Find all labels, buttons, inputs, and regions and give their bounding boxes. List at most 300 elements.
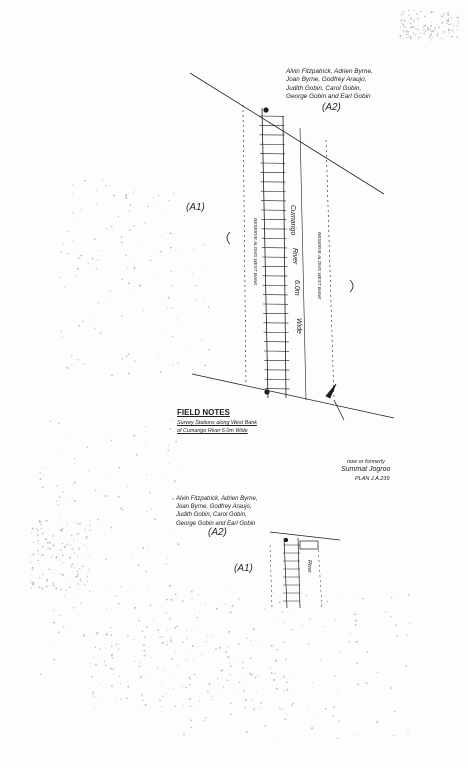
noise-dot (143, 644, 145, 646)
noise-dot (121, 315, 123, 317)
noise-dot (133, 292, 134, 293)
noise-dot (201, 340, 202, 341)
noise-dot (436, 35, 438, 37)
noise-dot (199, 701, 200, 702)
noise-dot (165, 612, 166, 613)
noise-dot (134, 703, 135, 704)
noise-dot (355, 620, 357, 622)
noise-dot (215, 648, 217, 650)
noise-dot (104, 661, 106, 663)
noise-dot (320, 660, 321, 661)
noise-dot (171, 271, 172, 272)
noise-dot (385, 611, 386, 612)
noise-dot (150, 677, 151, 678)
noise-dot (30, 555, 31, 556)
noise-dot (138, 564, 140, 566)
noise-dot (431, 31, 432, 32)
noise-dot (170, 638, 171, 639)
noise-dot (448, 20, 449, 21)
noise-dot (286, 667, 287, 668)
river-name-label: Cumarigo (289, 205, 296, 236)
noise-dot (227, 656, 229, 658)
noise-dot (448, 28, 449, 29)
noise-dot (393, 735, 394, 736)
noise-dot (293, 611, 294, 612)
noise-dot (208, 306, 210, 308)
noise-dot (110, 627, 111, 628)
noise-dot (444, 18, 445, 19)
noise-dot (144, 655, 146, 657)
noise-dot (111, 654, 113, 656)
inset-parcel-label-a2: (A2) (208, 527, 227, 538)
noise-dot (150, 605, 152, 607)
noise-dot (208, 311, 209, 312)
noise-dot (367, 651, 369, 653)
noise-dot (130, 204, 132, 206)
noise-dot (76, 581, 77, 582)
noise-dot (411, 26, 413, 28)
noise-dot (192, 274, 193, 275)
noise-dot (175, 250, 176, 251)
noise-dot (172, 364, 173, 365)
noise-dot (40, 478, 42, 480)
noise-dot (260, 702, 262, 704)
noise-dot (40, 674, 41, 675)
noise-dot (157, 207, 158, 208)
noise-dot (61, 588, 62, 589)
noise-dot (207, 635, 208, 636)
noise-dot (252, 699, 253, 700)
noise-dot (237, 660, 238, 661)
noise-dot (190, 705, 191, 706)
noise-dot (406, 30, 408, 32)
noise-dot (201, 655, 202, 656)
noise-dot (448, 24, 449, 25)
noise-dot (130, 664, 131, 665)
noise-dot (174, 627, 176, 629)
noise-dot (413, 26, 415, 28)
noise-dot (171, 285, 172, 286)
noise-dot (145, 426, 146, 427)
noise-dot (376, 722, 378, 724)
noise-dot (410, 38, 412, 40)
noise-dot (457, 29, 458, 30)
noise-dot (60, 304, 61, 305)
noise-dot (104, 479, 105, 480)
noise-dot (33, 541, 34, 542)
noise-dot (301, 592, 302, 593)
noise-dot (253, 628, 255, 630)
noise-dot (274, 673, 275, 674)
noise-dot (75, 576, 77, 578)
noise-dot (208, 349, 210, 351)
noise-dot (135, 656, 136, 657)
noise-dot (49, 548, 51, 550)
noise-dot (80, 213, 81, 214)
noise-dot (396, 635, 398, 637)
noise-dot (440, 38, 441, 39)
noise-dot (272, 738, 273, 739)
noise-dot (143, 650, 145, 652)
noise-dot (77, 557, 78, 558)
noise-dot (74, 463, 75, 464)
noise-dot (129, 211, 130, 212)
noise-dot (84, 180, 86, 182)
noise-dot (161, 706, 162, 707)
noise-dot (307, 705, 308, 706)
noise-dot (105, 495, 107, 497)
noise-dot (62, 554, 64, 556)
field-notes-line: of Cumarigo River 6.0m Wide (177, 428, 248, 434)
noise-dot (337, 737, 338, 738)
noise-dot (72, 184, 73, 185)
noise-dot (174, 480, 176, 482)
noise-dot (184, 213, 185, 214)
noise-dot (194, 674, 196, 676)
noise-dot (42, 554, 44, 556)
noise-dot (80, 255, 82, 257)
noise-dot (64, 438, 65, 439)
noise-dot (443, 31, 445, 33)
noise-dot (79, 568, 80, 569)
noise-dot (168, 244, 169, 245)
noise-dot (86, 536, 87, 537)
noise-dot (161, 213, 162, 214)
noise-dot (53, 544, 55, 546)
noise-dot (77, 562, 78, 563)
noise-dot (33, 581, 35, 583)
noise-dot (121, 242, 123, 244)
noise-dot (408, 37, 409, 38)
noise-dot (40, 520, 41, 521)
noise-dot (441, 37, 442, 38)
noise-dot (62, 543, 63, 544)
noise-dot (400, 38, 401, 39)
noise-dot (273, 620, 274, 621)
noise-dot (95, 314, 96, 315)
noise-dot (66, 543, 68, 545)
noise-dot (76, 599, 77, 600)
noise-dot (78, 533, 79, 534)
noise-dot (71, 498, 72, 499)
noise-dot (116, 644, 118, 646)
noise-dot (81, 526, 82, 527)
noise-dot (111, 685, 113, 687)
noise-dot (60, 513, 61, 514)
noise-dot (273, 679, 275, 681)
noise-dot (141, 675, 142, 676)
noise-dot (128, 282, 130, 284)
owner-line: Judith Gobin, Carol Gobin, (286, 84, 362, 92)
noise-dot (80, 578, 81, 579)
noise-dot (245, 703, 246, 704)
noise-dot (182, 600, 184, 602)
noise-dot (357, 684, 359, 686)
field-notes-line: Survey Stations along West Bank (177, 420, 257, 426)
noise-dot (87, 577, 88, 578)
noise-dot (133, 435, 135, 437)
noise-dot (177, 488, 178, 489)
noise-dot (282, 611, 284, 613)
noise-dot (59, 559, 60, 560)
noise-dot (175, 705, 176, 706)
noise-dot (125, 197, 127, 199)
noise-dot (63, 528, 64, 529)
noise-dot (96, 190, 97, 191)
noise-dot (177, 362, 178, 363)
noise-dot (77, 583, 79, 585)
noise-dot (38, 563, 39, 564)
noise-dot (133, 225, 134, 226)
river-word-label: River (291, 248, 298, 265)
noise-dot (42, 546, 44, 548)
noise-dot (204, 364, 206, 366)
noise-dot (143, 310, 144, 311)
noise-dot (356, 641, 358, 643)
noise-dot (145, 571, 147, 573)
corner-peg (265, 390, 269, 394)
noise-dot (108, 492, 109, 493)
noise-dot (283, 642, 284, 643)
noise-dot (205, 717, 207, 719)
noise-dot (58, 504, 59, 505)
noise-dot (84, 545, 85, 546)
noise-dot (83, 363, 84, 364)
noise-dot (413, 32, 414, 33)
noise-dot (404, 14, 405, 15)
noise-dot (162, 476, 163, 477)
noise-dot (245, 699, 247, 701)
noise-dot (166, 693, 167, 694)
noise-dot (205, 602, 206, 603)
noise-dot (60, 565, 61, 566)
noise-dot (119, 644, 120, 645)
noise-dot (322, 603, 323, 604)
noise-dot (255, 677, 257, 679)
noise-dot (60, 589, 61, 590)
noise-dot (191, 591, 193, 593)
noise-dot (239, 682, 240, 683)
owner-line: Judith Gobin, Carol Gobin, (176, 512, 247, 519)
noise-dot (56, 485, 57, 486)
noise-dot (206, 641, 207, 642)
noise-dot (37, 535, 38, 536)
noise-dot (129, 353, 130, 354)
noise-dot (429, 37, 430, 38)
noise-dot (149, 646, 150, 647)
noise-dot (164, 670, 165, 671)
noise-dot (66, 589, 67, 590)
noise-dot (170, 640, 172, 642)
noise-dot (37, 550, 39, 552)
inset-river-label: River (306, 560, 312, 573)
noise-dot (272, 592, 273, 593)
noise-dot (431, 33, 433, 35)
noise-dot (80, 602, 81, 603)
noise-dot (111, 677, 112, 678)
noise-dot (147, 585, 148, 586)
noise-dot (111, 440, 112, 441)
noise-dot (410, 23, 412, 25)
noise-dot (190, 719, 192, 721)
noise-dot (87, 446, 89, 448)
noise-dot (171, 599, 173, 601)
noise-dot (418, 36, 419, 37)
noise-dot (60, 529, 62, 531)
noise-dot (419, 37, 420, 38)
noise-dot (56, 556, 58, 558)
noise-dot (41, 588, 43, 590)
noise-dot (38, 553, 39, 554)
scan-noise (30, 10, 459, 739)
noise-dot (320, 606, 321, 607)
noise-dot (217, 678, 219, 680)
noise-dot (302, 625, 303, 626)
noise-dot (118, 496, 120, 498)
now-or-formerly: now or formerly (347, 459, 385, 465)
noise-dot (39, 577, 40, 578)
noise-dot (159, 353, 160, 354)
noise-dot (311, 727, 313, 729)
noise-dot (71, 535, 72, 536)
noise-dot (197, 594, 198, 595)
noise-dot (71, 365, 72, 366)
noise-dot (292, 703, 294, 705)
noise-dot (111, 642, 112, 643)
noise-dot (61, 331, 62, 332)
noise-dot (418, 25, 419, 26)
noise-dot (118, 216, 120, 218)
noise-dot (230, 703, 232, 705)
noise-dot (101, 250, 102, 251)
noise-dot (32, 570, 33, 571)
noise-dot (167, 630, 168, 631)
noise-dot (238, 598, 240, 600)
noise-dot (166, 563, 167, 564)
noise-dot (418, 29, 419, 30)
noise-dot (33, 584, 35, 586)
noise-dot (99, 683, 100, 684)
noise-dot (458, 21, 459, 22)
noise-dot (43, 475, 44, 476)
noise-dot (312, 682, 313, 683)
noise-dot (408, 31, 409, 32)
inset-legend-box (300, 541, 318, 549)
noise-dot (144, 636, 146, 638)
noise-dot (168, 297, 170, 299)
noise-dot (211, 699, 212, 700)
noise-dot (91, 676, 93, 678)
noise-dot (125, 194, 127, 196)
noise-dot (30, 581, 31, 582)
noise-dot (77, 573, 79, 575)
noise-dot (73, 250, 74, 251)
noise-dot (94, 696, 95, 697)
noise-dot (81, 209, 82, 210)
noise-dot (407, 32, 408, 33)
noise-dot (92, 693, 94, 695)
noise-dot (175, 441, 177, 443)
noise-dot (74, 458, 75, 459)
noise-dot (72, 564, 73, 565)
noise-dot (142, 547, 144, 549)
noise-dot (216, 608, 218, 610)
adjoining-owner-name: Summat Jogroo (341, 466, 391, 473)
noise-dot (186, 630, 187, 631)
noise-dot (67, 523, 68, 524)
noise-dot (163, 696, 164, 697)
noise-dot (409, 11, 410, 12)
noise-dot (256, 644, 257, 645)
noise-dot (112, 668, 114, 670)
noise-dot (145, 362, 146, 363)
noise-dot (57, 450, 58, 451)
noise-dot (406, 34, 407, 35)
noise-dot (36, 528, 37, 529)
noise-dot (256, 730, 257, 731)
noise-dot (88, 571, 89, 572)
noise-dot (418, 38, 419, 39)
noise-dot (129, 229, 131, 231)
noise-dot (72, 548, 73, 549)
noise-dot (458, 12, 459, 13)
noise-dot (111, 226, 113, 228)
noise-dot (147, 206, 149, 208)
noise-dot (253, 708, 255, 710)
noise-dot (84, 529, 85, 530)
noise-dot (147, 548, 148, 549)
noise-dot (128, 354, 129, 355)
bracket-left (227, 232, 230, 244)
noise-dot (223, 605, 224, 606)
noise-dot (95, 647, 97, 649)
noise-dot (83, 634, 85, 636)
noise-dot (160, 371, 162, 373)
noise-dot (54, 647, 55, 648)
noise-dot (437, 32, 439, 34)
noise-dot (246, 731, 248, 733)
noise-dot (423, 27, 424, 28)
noise-dot (230, 713, 232, 715)
noise-dot (145, 704, 147, 706)
noise-dot (413, 22, 414, 23)
noise-dot (453, 32, 454, 33)
noise-dot (53, 610, 54, 611)
noise-dot (74, 482, 76, 484)
noise-dot (111, 375, 113, 377)
noise-dot (83, 556, 84, 557)
noise-dot (167, 641, 168, 642)
noise-dot (170, 247, 172, 249)
noise-dot (67, 367, 69, 369)
noise-dot (255, 707, 256, 708)
noise-dot (167, 307, 168, 308)
noise-dot (413, 10, 414, 11)
noise-dot (41, 524, 42, 525)
noise-dot (139, 663, 140, 664)
noise-dot (96, 268, 97, 269)
noise-dot (271, 645, 273, 647)
noise-dot (338, 720, 339, 721)
noise-dot (32, 567, 34, 569)
noise-dot (120, 683, 121, 684)
noise-dot (443, 13, 445, 15)
noise-dot (377, 721, 378, 722)
noise-dot (145, 222, 146, 223)
noise-dot (159, 636, 161, 638)
river-wide-label: Wide (295, 318, 302, 334)
noise-dot (134, 361, 136, 363)
